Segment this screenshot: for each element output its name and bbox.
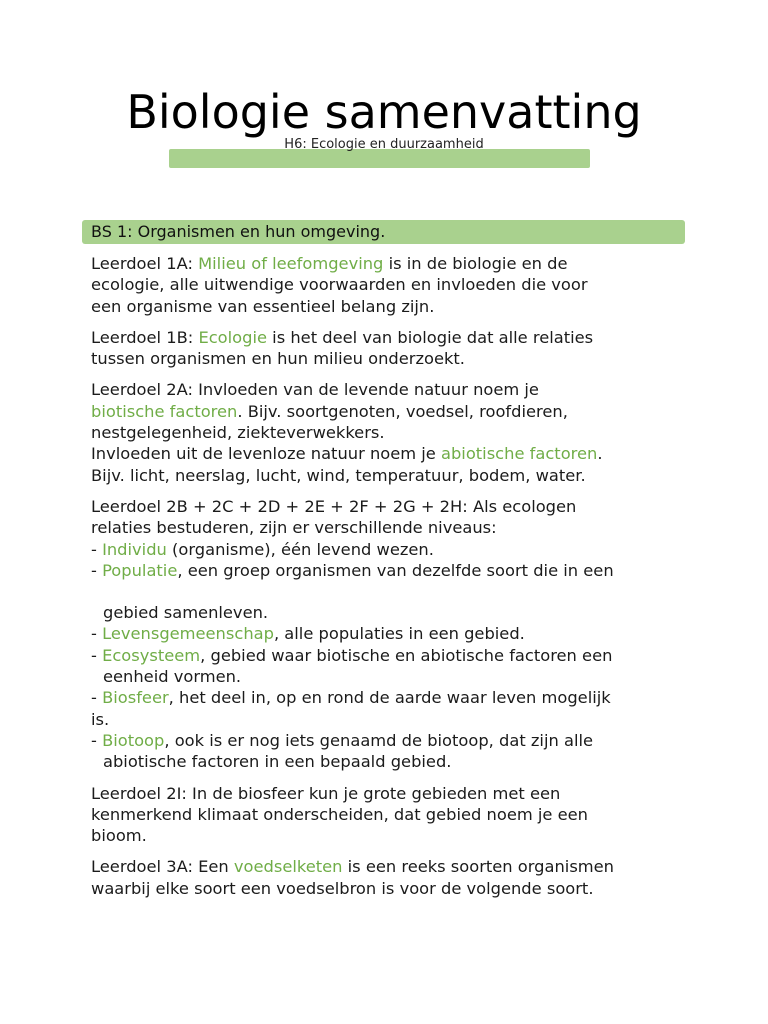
term-ecosysteem: Ecosysteem	[102, 645, 201, 665]
document-title: Biologie samenvatting	[126, 85, 642, 139]
term-voedselketen: voedselketen	[233, 857, 343, 877]
term-milieu: Milieu of leefomgeving	[198, 254, 384, 273]
label: Leerdoel 1B:	[91, 327, 199, 347]
blank-line	[91, 581, 691, 602]
text-line: tussen organismen en hun milieu onderzoekt.	[91, 349, 465, 369]
term-individu: Individu	[102, 539, 167, 559]
document-subtitle: H6: Ecologie en duurzaamheid	[284, 137, 484, 152]
document-body	[91, 253, 691, 909]
text-line: abiotische factoren in een bepaald gebied.	[103, 752, 452, 772]
paragraph-leerdoel-3a	[91, 856, 691, 899]
paragraph-leerdoel-2a	[91, 379, 691, 485]
term-biotoop: Biotoop	[102, 730, 165, 750]
list-item	[91, 539, 691, 560]
text-line: nestgelegenheid, ziekteverwekkers.	[91, 423, 385, 443]
list-item	[91, 687, 691, 708]
section-title: BS 1: Organismen en hun omgeving.	[91, 222, 386, 241]
text-line: is.	[91, 709, 110, 729]
text: , het deel in, op en rond de aarde waar leven mogelijk	[168, 688, 611, 708]
text: , ook is er nog iets genaamd de biotoop, dat zijn alle	[164, 730, 594, 750]
text: , alle populaties in een gebied.	[273, 624, 525, 644]
text-line: Bijv. licht, neerslag, lucht, wind, temperatuur, bodem, water.	[91, 465, 586, 485]
bullet-dash: -	[91, 688, 103, 708]
text-line: ecologie, alle uitwendige voorwaarden en invloeden die voor	[91, 275, 588, 295]
text-line: een organisme van essentieel belang zijn.	[91, 296, 435, 316]
text: (organisme), één levend wezen.	[166, 539, 434, 559]
term-biotische-factoren: biotische factoren	[91, 401, 238, 421]
paragraph-leerdoel-2i	[91, 783, 691, 847]
bullet-dash: -	[91, 645, 103, 665]
paragraph-leerdoel-2b	[91, 496, 691, 773]
text-line: waarbij elke soort een voedselbron is voor de volgende soort.	[91, 878, 594, 898]
paragraph-leerdoel-1b	[91, 327, 691, 370]
text-line: Leerdoel 2B + 2C + 2D + 2E + 2F + 2G + 2H: Als ecologen	[91, 496, 577, 516]
label: Leerdoel 3A: Een	[91, 857, 234, 877]
bullet-dash: -	[91, 539, 103, 559]
list-item	[91, 623, 691, 644]
text-line: kenmerkend klimaat onderscheiden, dat gebied noem je een	[91, 804, 588, 824]
term-ecologie: Ecologie	[198, 327, 267, 347]
text-line: gebied samenleven.	[103, 603, 269, 623]
list-item	[91, 645, 691, 666]
bullet-dash: -	[91, 730, 103, 750]
text-line: relaties bestuderen, zijn er verschillende niveaus:	[91, 518, 497, 538]
list-item	[91, 560, 691, 581]
text: is het deel van biologie dat alle relaties	[267, 327, 594, 347]
text-line: Leerdoel 2A: Invloeden van de levende natuur noem je	[91, 380, 539, 400]
text: , gebied waar biotische en abiotische factoren een	[200, 645, 613, 665]
paragraph-leerdoel-1a	[91, 253, 691, 317]
text: is in de biologie en de	[383, 254, 568, 273]
text-line: Leerdoel 2I: In de biosfeer kun je grote gebieden met een	[91, 783, 561, 803]
term-biosfeer: Biosfeer	[102, 688, 169, 708]
bullet-dash: -	[91, 624, 103, 644]
text: , een groep organismen van dezelfde soort die in een	[177, 560, 614, 580]
text-line: eenheid vormen.	[103, 667, 242, 687]
list-item	[91, 730, 691, 751]
text: . Bijv. soortgenoten, voedsel, roofdieren,	[237, 401, 568, 421]
text-line: bioom.	[91, 826, 147, 846]
bullet-dash: -	[91, 560, 103, 580]
term-abiotische-factoren: abiotische factoren	[441, 444, 598, 464]
text: .	[597, 444, 603, 464]
term-populatie: Populatie	[102, 560, 178, 580]
label: Leerdoel 1A:	[91, 254, 199, 273]
text: is een reeks soorten organismen	[342, 857, 615, 877]
term-levensgemeenschap: Levensgemeenschap	[102, 624, 274, 644]
text: Invloeden uit de levenloze natuur noem je	[91, 444, 441, 464]
